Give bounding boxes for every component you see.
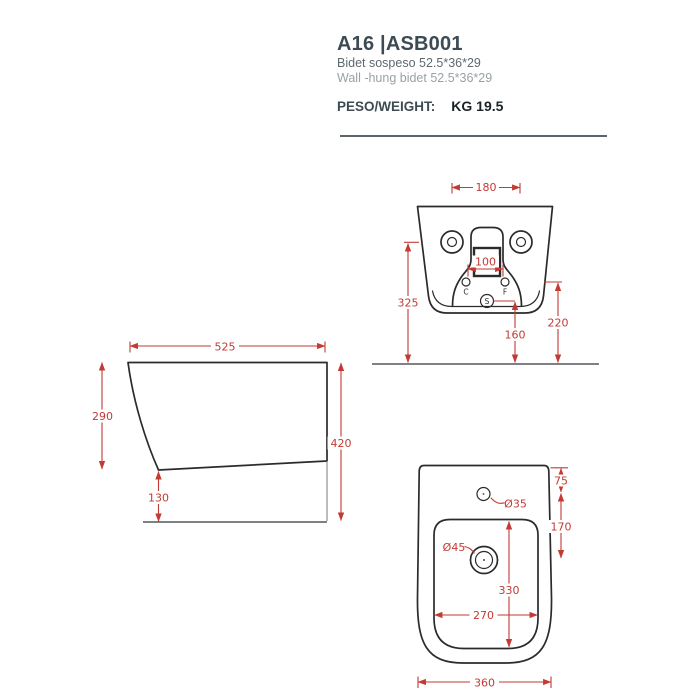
weight-value: KG 19.5	[451, 98, 504, 114]
tap-hole-center	[483, 493, 485, 495]
cold-label: C	[463, 287, 469, 297]
dim-325: 325	[397, 296, 419, 310]
dim-170: 170	[550, 520, 572, 534]
dim-d45-leader	[465, 547, 475, 554]
product-code: A16 |ASB001	[337, 33, 463, 55]
dim-330: 330	[498, 584, 520, 597]
cold-water-hole	[462, 278, 470, 286]
dim-d35-leader	[491, 498, 505, 504]
dim-130: 130	[148, 491, 169, 505]
dim-220: 220	[547, 316, 569, 330]
top-view	[417, 466, 574, 690]
dim-100: 100	[475, 255, 496, 269]
fixing-hole-right-inner	[517, 238, 526, 247]
top-outline	[417, 466, 551, 664]
hot-label: F	[502, 287, 508, 297]
dim-180: 180	[475, 181, 497, 194]
drain-center	[483, 559, 485, 561]
dim-d45: Ø45	[442, 541, 466, 554]
rear-view	[372, 181, 599, 364]
dim-d35: Ø35	[504, 497, 527, 511]
fixing-hole-left	[441, 231, 463, 253]
dim-75: 75	[554, 474, 568, 488]
dim-160: 160	[504, 328, 526, 342]
waste-label: S	[484, 296, 490, 306]
dim-420: 420	[330, 437, 352, 450]
product-desc-english: Wall -hung bidet 52.5*36*29	[337, 71, 493, 85]
product-desc-italian: Bidet sospeso 52.5*36*29	[337, 56, 481, 70]
dim-360: 360	[474, 676, 495, 690]
fixing-hole-left-inner	[448, 238, 457, 247]
side-outline	[128, 363, 327, 471]
fixing-hole-right	[510, 231, 532, 253]
dim-525: 525	[214, 340, 236, 354]
dim-290: 290	[92, 410, 113, 423]
hot-water-hole	[501, 278, 509, 286]
dim-270: 270	[473, 609, 494, 622]
side-view	[89, 340, 355, 522]
weight-label: PESO/WEIGHT:	[337, 99, 436, 114]
